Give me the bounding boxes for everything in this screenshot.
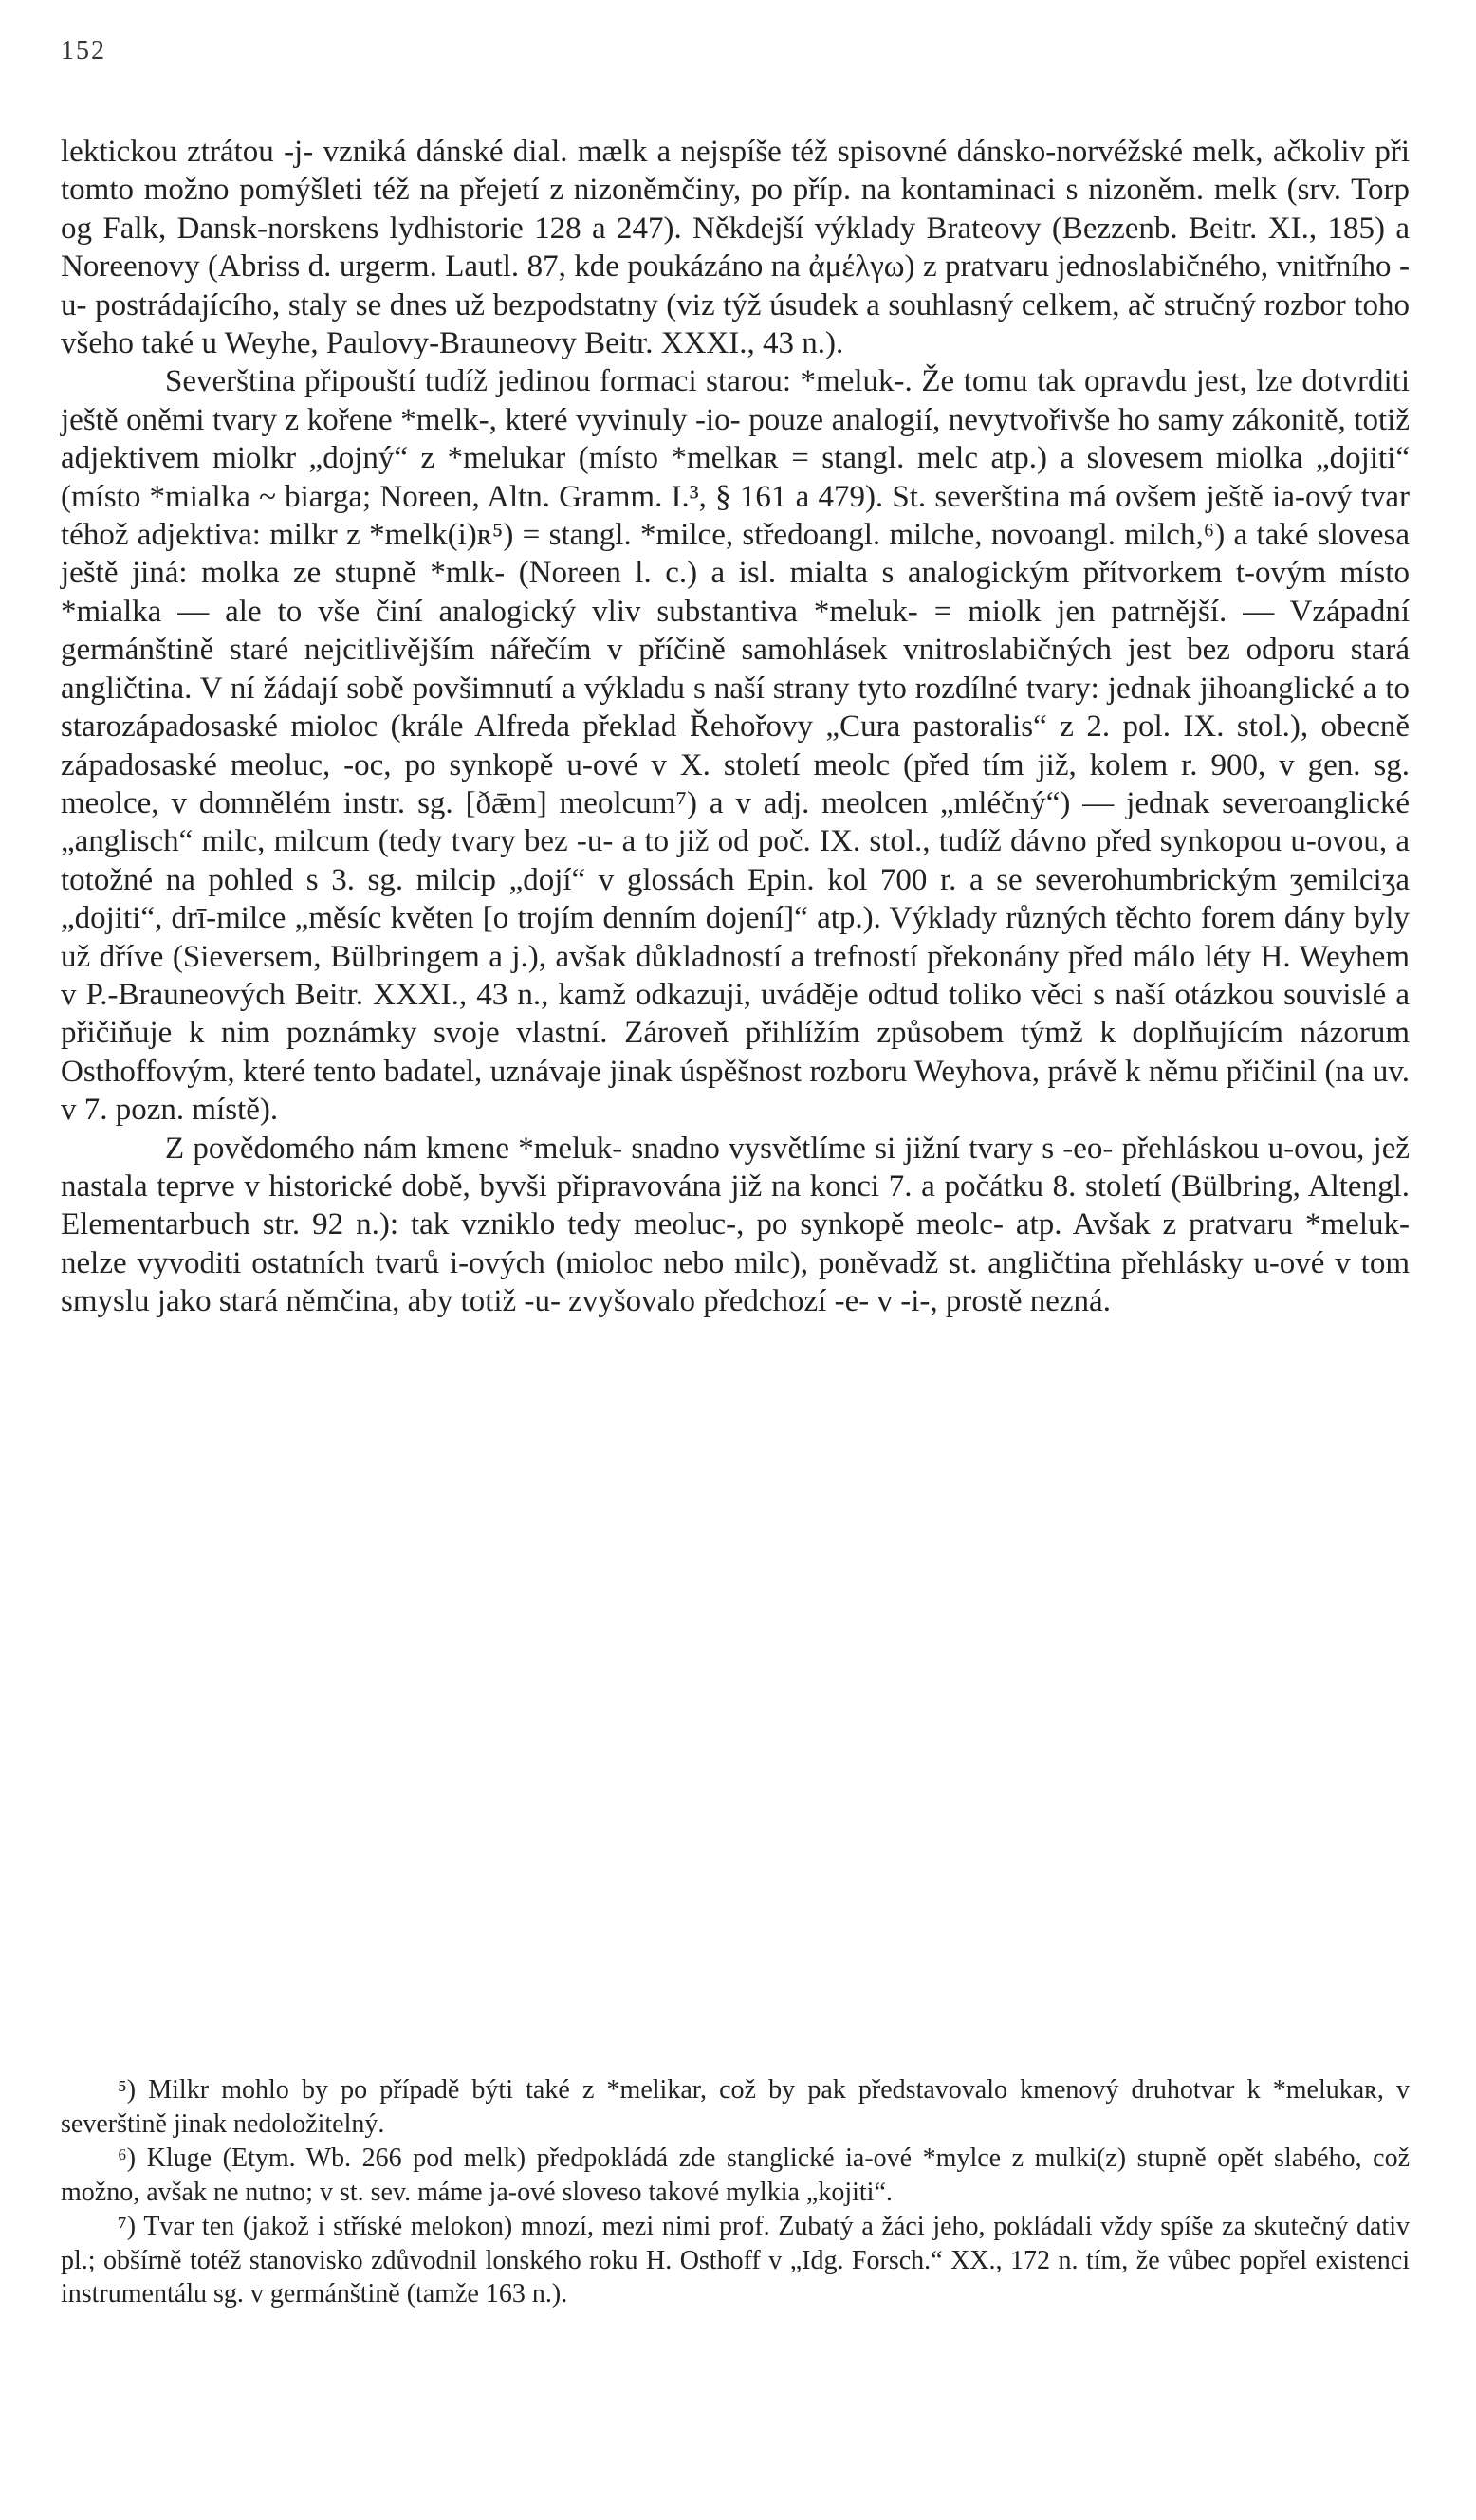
footnote-6: ⁶) Kluge (Etym. Wb. 266 pod melk) předpokládá zde stanglické ia-ové *mylce z mulki(z) stupně opět slabého, což možno, avšak ne nutno; v st. sev. máme ja-ové sloveso takové mylkia „kojiti“. xyxy=(61,2143,1410,2207)
paragraph-2: Severština připouští tudíž jedinou formaci starou: *meluk-. Že tomu tak opravdu jest, lze dotvrditi ještě oněmi tvary z kořene *melk-, které vyvinuly -io- pouze analogií, nevytvořivše ho samy zákonitě, totiž adjektivem miolkr „dojný“ z *melukar (místo *melkaʀ = stangl. melc atp.) a slovesem miolka „dojiti“ (místo *mialka ~ biarga; Noreen, Altn. Gramm. I.³, § 161 a 479). St. severština má ovšem ještě ia-ový tvar téhož adjektiva: milkr z *melk(i)ʀ⁵) = stangl. *milce, středoangl. milche, novoangl. milch,⁶) a také slovesa ještě jiná: molka ze stupně *mlk- (Noreen l. c.) a isl. mialta s analogickým přítvorkem t-ovým místo *mialka — ale to vše činí analogický vliv substantiva *meluk- = miolk jen patrnější. — Vzápadní germánštině staré nejcitlivějším nářečím v příčině samohlásek vnitroslabičných jest bez odporu stará angličtina. V ní žádají sobě povšimnutí a výkladu s naší strany tyto rozdílné tvary: jednak jihoanglické a to starozápadosaské mioloc (krále Alfreda překlad Řehořovy „Cura pastoralis“ z 2. pol. IX. stol.), obecně západosaské meoluc, -oc, po synkopě u-ové v X. století meolc (před tím již, kolem r. 900, v gen. sg. meolce, v domnělém instr. sg. [ðǣm] meolcum⁷) a v adj. meolcen „mléčný“) — jednak severoanglické „anglisch“ milc, milcum (tedy tvary bez -u- a to již od poč. IX. stol., tudíž dávno před synkopou u-ovou, a totožné na pohled s 3. sg. milcip „dojí“ v glossách Epin. kol 700 r. a se severohumbrickým ʒemilciʒa „dojiti“, drī-milce „měsíc květen [o trojím denním dojení]“ atp.). Výklady různých těchto forem dány byly už dříve (Sieversem, Bülbringem a j.), avšak důkladností a trefností překonány před málo léty H. Weyhem v P.-Brauneových Beitr. XXXI., 43 n., kamž odkazuji, uváděje odtud toliko věci s naší otázkou souvislé a přičiňuje k nim poznámky svoje vlastní. Zároveň přihlížím způsobem týmž k doplňujícím názorum Osthoffovým, které tento badatel, uznávaje jinak úspěšnost rozboru Weyhova, právě k němu přičinil (na uv. v 7. pozn. místě). xyxy=(61,364,1410,1128)
main-text xyxy=(61,133,1410,1321)
footnote-7: ⁷) Tvar ten (jakož i stříské melokon) mnozí, mezi nimi prof. Zubatý a žáci jeho, pokládali vždy spíše za skutečný dativ pl.; obšírně totéž stanovisko zdůvodnil lonského roku H. Osthoff v „Idg. Forsch.“ XX., 172 n. tím, že vůbec popřel existenci instrumentálu sg. v germánštině (tamže 163 n.). xyxy=(61,2212,1410,2308)
paragraph-1: lektickou ztrátou -j- vzniká dánské dial. mælk a nejspíše též spisovné dánsko-norvéžské melk, ačkoliv při tomto možno pomýšleti též na přejetí z nizoněmčiny, po příp. na kontaminaci s nizoněm. melk (srv. Torp og Falk, Dansk-norskens lydhistorie 128 a 247). Někdejší výklady Brateovy (Bezzenb. Beitr. XI., 185) a Noreenovy (Abriss d. urgerm. Lautl. 87, kde poukázáno na ἀμέλγω) z pratvaru jednoslabičného, vnitřního -u- postrádajícího, staly se dnes už bezpodstatny (viz týž úsudek a souhlasný celkem, ač stručný rozbor toho všeho také u Weyhe, Paulovy-Brauneovy Beitr. XXXI., 43 n.). xyxy=(61,135,1410,361)
page-number: 152 xyxy=(61,36,106,65)
footnote-5: ⁵) Milkr mohlo by po případě býti také z *melikar, což by pak představovalo kmenový druhotvar k *melukaʀ, v severštině jinak nedoložitelný. xyxy=(61,2075,1410,2139)
paragraph-3: Z povědomého nám kmene *meluk- snadno vysvětlíme si jižní tvary s -eo- přehláskou u-ovou, jež nastala teprve v historické době, byvši připravována již na konci 7. a počátku 8. století (Bülbring, Altengl. Elementarbuch str. 92 n.): tak vzniklo tedy meoluc-, po synkopě meolc- atp. Avšak z pratvaru *meluk- nelze vyvoditi ostatních tvarů i-ových (mioloc nebo milc), poněvadž st. angličtina přehlásky u-ové v tom smyslu jako stará němčina, aby totiž -u- zvyšovalo předchozí -e- v -i-, prostě nezná. xyxy=(61,1131,1410,1319)
footnotes xyxy=(61,2073,1410,2312)
